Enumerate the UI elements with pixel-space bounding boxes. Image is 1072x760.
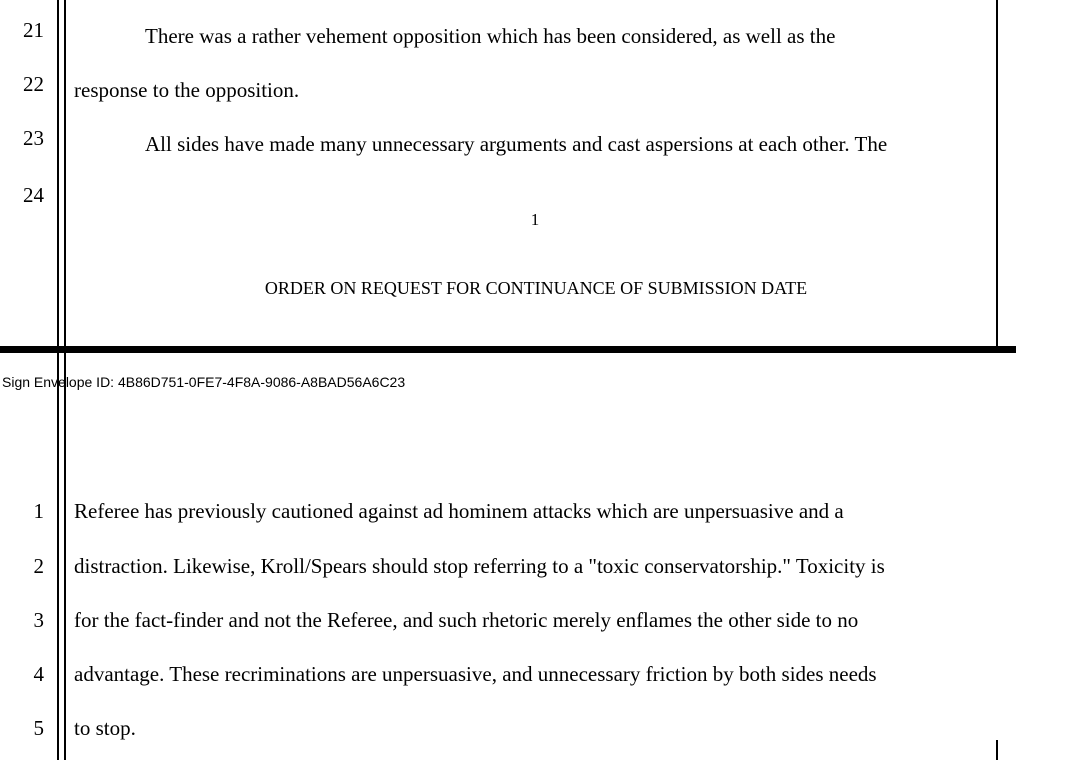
docusign-envelope-id: Sign Envelope ID: 4B86D751-0FE7-4F8A-9086-A8BAD56A6C23 (2, 374, 406, 390)
body-text-line: distraction. Likewise, Kroll/Spears should stop referring to a "toxic conservatorship." Toxicity is (74, 554, 885, 578)
body-text-line: Referee has previously cautioned against ad hominem attacks which are unpersuasive and a (74, 499, 844, 523)
line-number: 23 (23, 126, 44, 150)
body-text-line: response to the opposition. (74, 78, 300, 102)
line-number: 22 (23, 72, 44, 96)
body-text-line: There was a rather vehement opposition which has been considered, as well as the (145, 24, 836, 48)
line-number: 1 (33, 499, 44, 523)
line-number: 3 (33, 608, 44, 632)
line-number: 21 (23, 18, 44, 42)
right-margin-rule-bottom (996, 740, 998, 760)
document-footer-title: ORDER ON REQUEST FOR CONTINUANCE OF SUBMISSION DATE (264, 278, 808, 298)
line-number: 4 (33, 662, 44, 686)
body-text-line: to stop. (74, 716, 136, 740)
body-text-line: All sides have made many unnecessary arguments and cast aspersions at each other. The (145, 132, 888, 156)
line-number: 5 (33, 716, 44, 740)
page-separator (0, 346, 1016, 353)
body-text-line: advantage. These recriminations are unpersuasive, and unnecessary friction by both sides needs (74, 662, 877, 686)
line-number-partial: 24 (23, 183, 44, 207)
body-text-line: for the fact-finder and not the Referee, and such rhetoric merely enflames the other side to no (74, 608, 859, 632)
page-number: 1 (530, 210, 540, 229)
line-number: 2 (33, 554, 44, 578)
